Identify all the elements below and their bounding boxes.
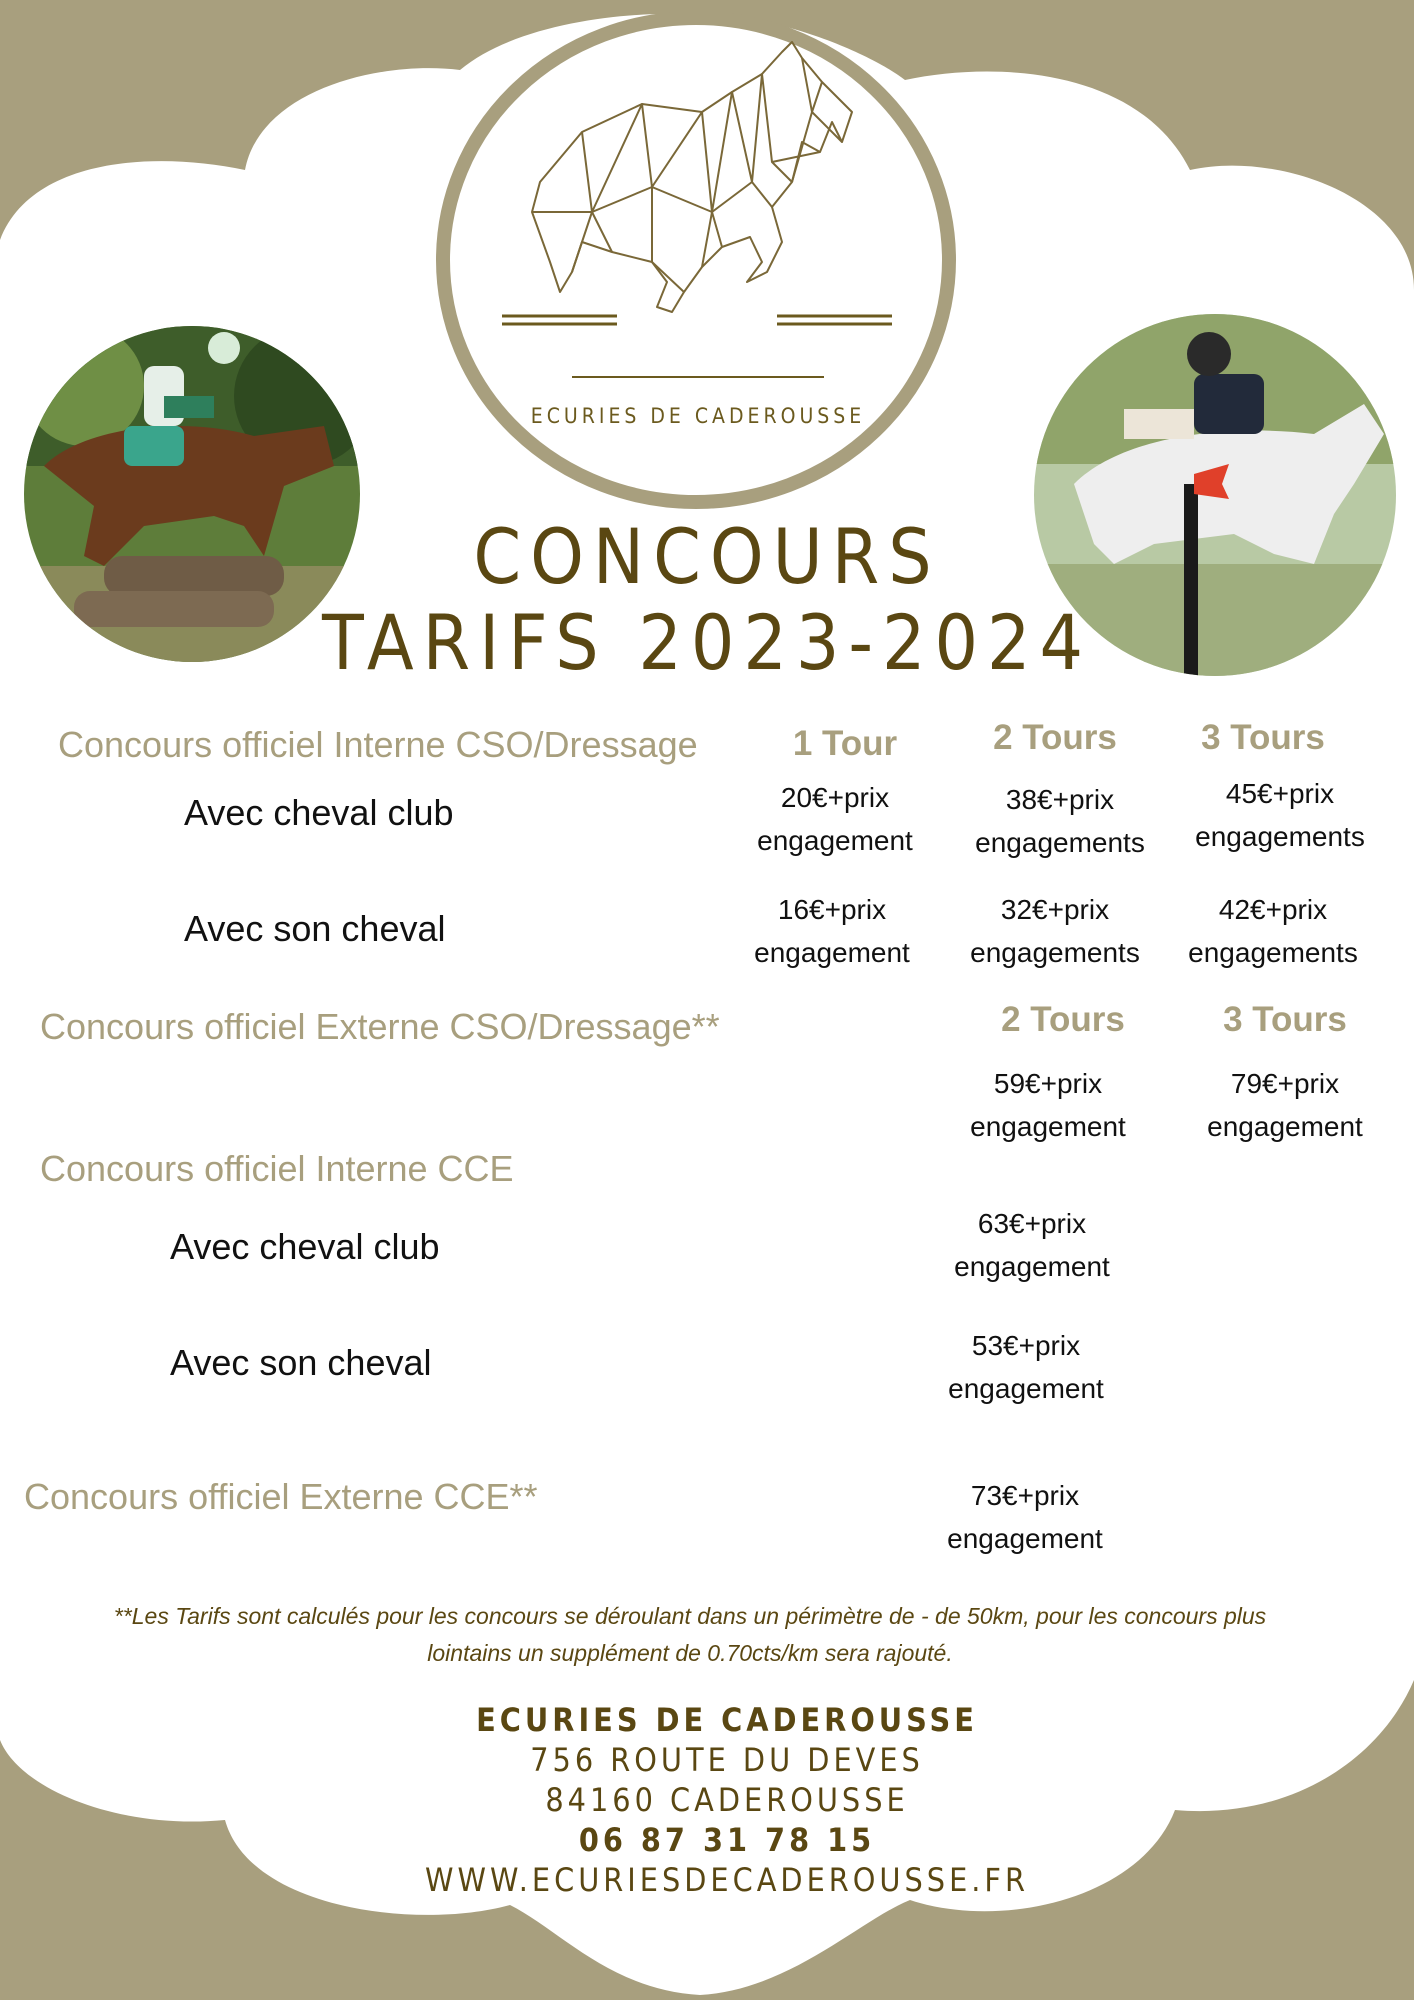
header-3-tours: 3 Tours xyxy=(1201,718,1325,757)
row-label-cheval-club: Avec cheval club xyxy=(184,792,454,833)
price-cell: 42€+prix engagements xyxy=(1188,894,1358,968)
price-cell: 63€+prix engagement xyxy=(954,1208,1110,1282)
contact-city: 84160 CADEROUSSE xyxy=(545,1781,909,1819)
section-title-interne-cso: Concours officiel Interne CSO/Dressage xyxy=(58,724,698,765)
row-label-son-cheval: Avec son cheval xyxy=(170,1342,432,1383)
price-cell: 73€+prix engagement xyxy=(947,1480,1103,1554)
price-cell: 32€+prix engagements xyxy=(970,894,1140,968)
header-2-tours: 2 Tours xyxy=(1001,1000,1125,1039)
price-cell: 59€+prix engagement xyxy=(970,1068,1126,1142)
price-cell: 79€+prix engagement xyxy=(1207,1068,1363,1142)
row-label-cheval-club: Avec cheval club xyxy=(170,1226,440,1267)
logo-emblem xyxy=(432,12,964,512)
header-3-tours: 3 Tours xyxy=(1223,1000,1347,1039)
header-2-tours: 2 Tours xyxy=(993,718,1117,757)
footnote: **Les Tarifs sont calculés pour les concours se déroulant dans un périmètre de - de 50km, pour les concours plus lointains un supplément de 0.70cts/km sera rajouté. xyxy=(113,1603,1267,1666)
row-label-son-cheval: Avec son cheval xyxy=(184,908,446,949)
contact-street: 756 ROUTE DU DEVES xyxy=(530,1741,924,1779)
price-cell: 16€+prix engagement xyxy=(754,894,910,968)
contact-name: ECURIES DE CADEROUSSE xyxy=(476,1701,978,1739)
title-line-1: CONCOURS xyxy=(473,512,941,601)
price-cell: 20€+prix engagement xyxy=(757,782,913,856)
contact-phone[interactable]: 06 87 31 78 15 xyxy=(578,1821,876,1859)
contact-block xyxy=(0,1700,1414,1900)
price-cell: 45€+prix engagements xyxy=(1195,778,1365,852)
header-1-tour: 1 Tour xyxy=(792,724,898,763)
title-line-2: TARIFS 2023-2024 xyxy=(322,598,1092,687)
logo-name: ECURIES DE CADEROUSSE xyxy=(530,404,866,428)
contact-website[interactable]: WWW.ECURIESDECADEROUSSE.FR xyxy=(425,1861,1029,1899)
section-title-externe-cce: Concours officiel Externe CCE** xyxy=(24,1476,538,1517)
price-cell: 53€+prix engagement xyxy=(948,1330,1104,1404)
section-title-interne-cce: Concours officiel Interne CCE xyxy=(40,1148,514,1189)
price-cell: 38€+prix engagements xyxy=(975,784,1145,858)
section-title-externe-cso: Concours officiel Externe CSO/Dressage** xyxy=(40,1006,720,1047)
